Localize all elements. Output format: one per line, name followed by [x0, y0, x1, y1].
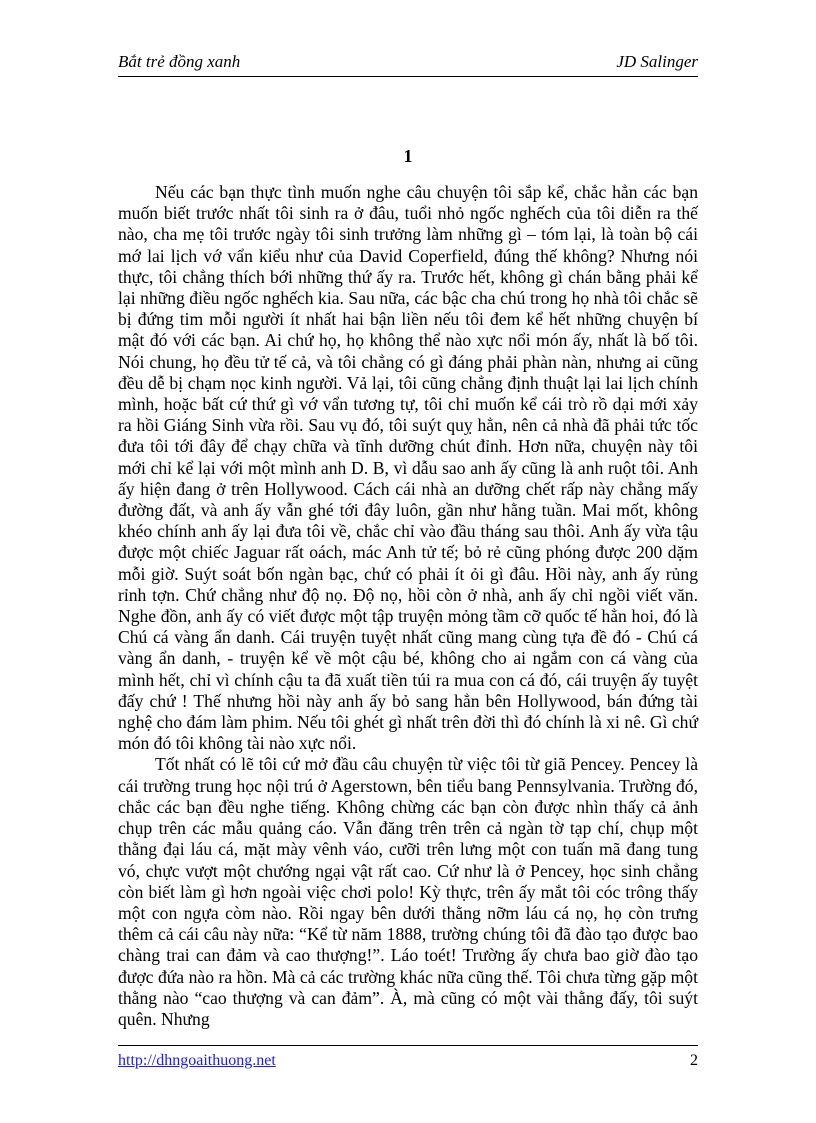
chapter-number: 1	[403, 146, 413, 166]
website-link[interactable]: http://dhngoaithuong.net	[118, 1052, 276, 1069]
author-name: JD Salinger	[616, 52, 698, 71]
paragraph: Nếu các bạn thực tình muốn nghe câu chuyện tôi sắp kể, chắc hẳn các bạn muốn biết trước nhất tôi sinh ra ở đâu, tuổi nhỏ ngốc nghếch của tôi diễn ra thế nào, cha mẹ tôi trước ngày tôi sinh trưởng làm những gì – tóm lại, là toàn bộ cái mớ lai lịch vớ vẩn kiểu như của David Coperfield, đúng thế không? Nhưng nói thực, tôi chẳng thích bới những thứ ấy ra. Trước hết, không gì chán bằng phải kể lại những điều ngốc nghếch kia. Sau nữa, các bậc cha chú trong họ nhà tôi chắc sẽ bị đứng tim mỗi người ít nhất hai bận liền nếu tôi đem kể hết những chuyện bí mật đó với các bạn. Ai chứ họ, họ không thể nào xực nổi món ấy, nhất là bố tôi. Nói chung, họ đều tử tế cả, và tôi chẳng có gì đáng phải phàn nàn, nhưng ai cũng đều dễ bị chạm nọc kinh người. Vả lại, tôi cũng chẳng định thuật lại lai lịch chính mình, hoặc bất cứ thứ gì vớ vẩn tương tự, tôi chỉ muốn kể cái trò rồ dại mới xảy ra hồi Giáng Sinh vừa rồi. Sau vụ đó, tôi suýt quỵ hẳn, nên cả nhà đã phải tức tốc đưa tôi tới đây để chạy chữa và tĩnh dưỡng chút đỉnh. Hơn nữa, chuyện này tôi mới chỉ kể lại với một mình anh D. B, vì dẫu sao anh ấy cũng là anh ruột tôi. Anh ấy hiện đang ở trên Hollywood. Cách cái nhà an dưỡng chết rấp này chẳng mấy đường đất, và anh ấy vẫn ghé tới đây luôn, gần như hằng tuần. Mai mốt, không khéo chính anh ấy lại đưa tôi về, chắc chỉ vào đầu tháng sau thôi. Anh ấy vừa tậu được một chiếc Jaguar rất oách, mác Anh tử tế; bỏ rẻ cũng phóng được 200 dặm mỗi giờ. Suýt soát bốn ngàn bạc, chứ có phải ít ỏi gì đâu. Hồi này, anh ấy rủng rỉnh tợn. Chứ chẳng như độ nọ. Độ nọ, hồi còn ở nhà, anh ấy chỉ ngồi viết văn. Nghe đồn, anh ấy có viết được một tập truyện mỏng tầm cỡ quốc tế hẳn hoi, đó là Chú cá vàng ẩn danh. Cái truyện tuyệt nhất cũng mang cùng tựa đề đó - Chú cá vàng ẩn danh, - truyện kể về một cậu bé, không cho ai ngắm con cá vàng của mình hết, chỉ vì chính cậu ta đã xuất tiền túi ra mua con cá đó, cái truyện ấy tuyệt đấy chứ ! Thế nhưng hồi này anh ấy bỏ sang hẳn bên Hollywood, bán đứng tài nghệ cho đám làm phim. Nếu tôi ghét gì nhất trên đời thì đó chính là xi nê. Gì chứ món đó tôi không tài nào xực nổi.	[118, 182, 698, 754]
paragraph: Tốt nhất có lẽ tôi cứ mở đầu câu chuyện từ việc tôi từ giã Pencey. Pencey là cái trường trung học nội trú ở Agerstown, bên tiểu bang Pennsylvania. Trường đó, chắc các bạn đều nghe tiếng. Không chừng các bạn còn được nhìn thấy cả ảnh chụp trên các mẫu quảng cáo. Vẫn đăng trên trên cả ngàn tờ tạp chí, chụp một thằng đại láu cá, mặt mày vênh váo, cưỡi trên lưng một con tuấn mã đang tung vó, chực vượt một chướng ngại vật rất cao. Cứ như là ở Pencey, học sinh chẳng còn biết làm gì hơn ngoài việc chơi polo! Kỳ thực, trên ấy mắt tôi cóc trông thấy một con ngựa còm nào. Rồi ngay bên dưới thằng nỡm láu cá nọ, họ còn trưng thêm cả cái câu này nữa: “Kể từ năm 1888, trường chúng tôi đã đào tạo được bao chàng trai can đảm và cao thượng!”. Láo toét! Trường ấy chưa bao giờ đào tạo được đứa nào ra hồn. Mà cả các trường khác nữa cũng thế. Tôi chưa từng gặp một thằng nào “cao thượng và can đảm”. À, mà cũng có một vài thằng đấy, tôi suýt quên. Nhưng	[118, 754, 698, 1029]
page-number: 2	[690, 1052, 698, 1069]
page-header	[118, 52, 698, 77]
book-title: Bắt trẻ đồng xanh	[118, 52, 241, 71]
page-footer	[118, 1045, 698, 1070]
body-text	[118, 182, 698, 1030]
